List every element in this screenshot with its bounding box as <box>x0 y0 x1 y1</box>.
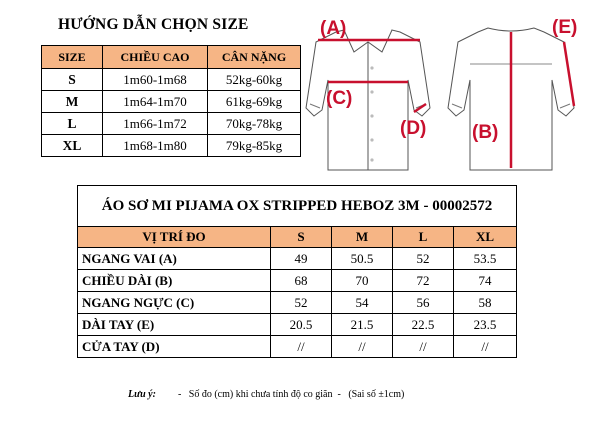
position-label: CỬA TAY (D) <box>78 336 271 358</box>
header-size: SIZE <box>42 46 103 69</box>
header-s: S <box>271 227 332 248</box>
table-row <box>42 69 301 91</box>
value-cell: 49 <box>271 248 332 270</box>
value-cell: 68 <box>271 270 332 292</box>
table-row <box>42 135 301 157</box>
shirt-front-outline <box>306 30 430 170</box>
height-cell: 1m64-1m70 <box>103 91 208 113</box>
shirt-front-diagram <box>296 8 436 178</box>
marker-c: (C) <box>326 88 353 109</box>
height-cell: 1m68-1m80 <box>103 135 208 157</box>
value-cell: // <box>454 336 517 358</box>
position-label: NGANG NGỰC (C) <box>78 292 271 314</box>
value-cell: 52 <box>271 292 332 314</box>
marker-b: (B) <box>472 122 499 143</box>
marker-d: (D) <box>400 118 427 139</box>
table-row <box>78 336 517 358</box>
table-row <box>78 248 517 270</box>
header-xl: XL <box>454 227 517 248</box>
height-cell: 1m66-1m72 <box>103 113 208 135</box>
position-label: DÀI TAY (E) <box>78 314 271 336</box>
header-m: M <box>332 227 393 248</box>
value-cell: 50.5 <box>332 248 393 270</box>
value-cell: 56 <box>393 292 454 314</box>
table-row <box>42 91 301 113</box>
value-cell: 58 <box>454 292 517 314</box>
measurement-title-row <box>78 186 517 227</box>
footnote <box>128 389 404 400</box>
value-cell: // <box>393 336 454 358</box>
weight-cell: 79kg-85kg <box>208 135 301 157</box>
size-cell: S <box>42 69 103 91</box>
marker-e: (E) <box>552 17 578 38</box>
value-cell: 74 <box>454 270 517 292</box>
header-l: L <box>393 227 454 248</box>
weight-cell: 61kg-69kg <box>208 91 301 113</box>
measurement-table <box>77 185 517 358</box>
table-row <box>78 270 517 292</box>
product-title: ÁO SƠ MI PIJAMA OX STRIPPED HEBOZ 3M - 00002572 <box>78 186 517 227</box>
measurement-header-row <box>78 227 517 248</box>
header-position: VỊ TRÍ ĐO <box>78 227 271 248</box>
value-cell: 54 <box>332 292 393 314</box>
table-row <box>78 314 517 336</box>
position-label: NGANG VAI (A) <box>78 248 271 270</box>
value-cell: 52 <box>393 248 454 270</box>
size-cell: L <box>42 113 103 135</box>
value-cell: // <box>332 336 393 358</box>
value-cell: // <box>271 336 332 358</box>
table-row <box>78 292 517 314</box>
weight-cell: 52kg-60kg <box>208 69 301 91</box>
size-cell: XL <box>42 135 103 157</box>
value-cell: 23.5 <box>454 314 517 336</box>
value-cell: 21.5 <box>332 314 393 336</box>
value-cell: 20.5 <box>271 314 332 336</box>
size-guide-header-row <box>42 46 301 69</box>
height-cell: 1m60-1m68 <box>103 69 208 91</box>
shirt-back-diagram <box>440 8 590 178</box>
footnote-label: Lưu ý: <box>128 389 156 400</box>
footnote-text: - Số đo (cm) khi chưa tính độ co giãn - (Sai số ±1cm) <box>177 389 405 400</box>
value-cell: 70 <box>332 270 393 292</box>
table-row <box>42 113 301 135</box>
weight-cell: 70kg-78kg <box>208 113 301 135</box>
value-cell: 22.5 <box>393 314 454 336</box>
marker-a: (A) <box>320 18 347 39</box>
header-weight: CÂN NẶNG <box>208 46 301 69</box>
value-cell: 53.5 <box>454 248 517 270</box>
value-cell: 72 <box>393 270 454 292</box>
position-label: CHIỀU DÀI (B) <box>78 270 271 292</box>
size-guide-table <box>41 45 301 157</box>
size-cell: M <box>42 91 103 113</box>
header-height: CHIỀU CAO <box>103 46 208 69</box>
size-guide-title: HƯỚNG DẪN CHỌN SIZE <box>58 16 249 33</box>
